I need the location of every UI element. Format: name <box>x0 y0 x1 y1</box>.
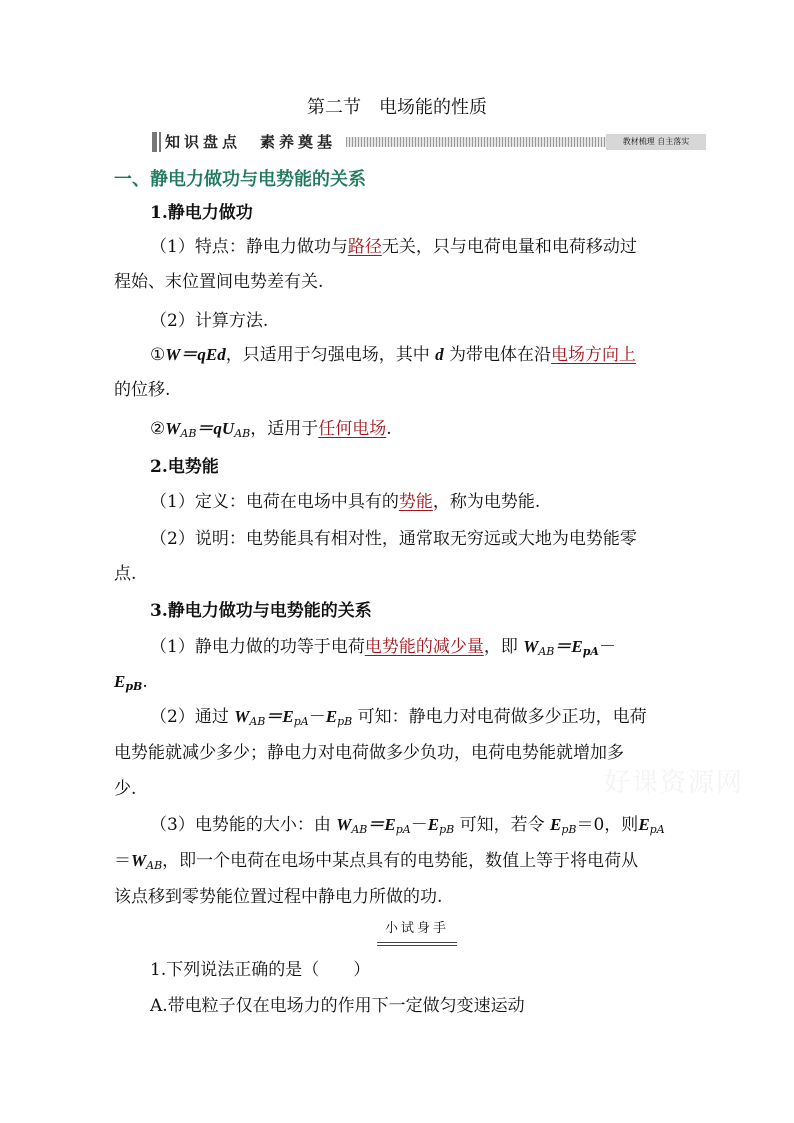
paragraph-8b: 电势能就减少多少；静电力对电荷做多少负功，电荷电势能就增加多 <box>114 743 624 763</box>
paragraph-1a: （1）特点：静电力做功与路径无关，只与电荷电量和电荷移动过 <box>150 237 637 257</box>
fill-blank-field-direction: 电场方向上 <box>551 345 637 365</box>
question-1: 1.下列说法正确的是（ ） <box>150 960 371 980</box>
paragraph-9c: 该点移到零势能位置过程中静电力所做的功. <box>114 887 443 907</box>
page-title: 第二节 电场能的性质 <box>307 97 487 118</box>
paragraph-3a: ①W＝qEd，只适用于匀强电场，其中 d 为带电体在沿电场方向上 <box>150 345 637 365</box>
paragraph-4: $②W_{AB}=qU_{AB}$，适用于任何电场. <box>150 419 392 440</box>
question-1-option-a: A.带电粒子仅在电场力的作用下一定做匀变速运动 <box>150 996 525 1016</box>
paragraph-7a: （1）静电力做的功等于电荷电势能的减少量，即 $W_{AB}=E_{pA}-$ <box>150 637 616 658</box>
banner-right-label: 教材梳理 自主落实 <box>606 134 706 150</box>
subsection-title-3: 3.静电力做功与电势能的关系 <box>150 601 372 621</box>
banner-bar <box>152 132 157 152</box>
fill-blank-potential-energy: 势能 <box>398 492 433 512</box>
fill-blank-path: 路径 <box>347 237 382 257</box>
watermark: 好课资源网 <box>604 768 745 798</box>
fill-blank-any-field: 任何电场 <box>318 419 387 439</box>
subsection-title-2: 2.电势能 <box>150 457 219 477</box>
banner-label: 知识盘点 素养奠基 <box>165 133 337 151</box>
paragraph-8a: （2）通过 $W_{AB}=E_{pA}-E_{pB}$ 可知：静电力对电荷做多少正功，电荷 <box>150 707 647 728</box>
paragraph-2: （2）计算方法. <box>150 311 269 331</box>
paragraph-5: （1）定义：电荷在电场中具有的势能，称为电势能. <box>150 492 541 512</box>
paragraph-9b: $=W_{AB}$，即一个电荷在电场中某点具有的电势能，数值上等于将电荷从 <box>114 851 639 872</box>
paragraph-9a: （3）电势能的大小：由 $W_{AB}=E_{pA}-E_{pB}$ 可知，若令 $E_{pB}=0$，则$E_{pA}$ <box>150 815 665 836</box>
banner-bar-thin <box>159 132 161 152</box>
practice-label: 小试身手 <box>377 920 457 938</box>
section-banner <box>152 132 706 152</box>
banner-stripe <box>346 137 606 147</box>
fill-blank-decrease: 电势能的减少量 <box>364 637 484 657</box>
paragraph-6a: （2）说明：电势能具有相对性，通常取无穷远或大地为电势能零 <box>150 529 637 549</box>
section-heading: 一、静电力做功与电势能的关系 <box>114 169 366 190</box>
subsection-title-1: 1.静电力做功 <box>150 203 253 223</box>
paragraph-3b: 的位移. <box>114 380 171 400</box>
paragraph-6b: 点. <box>114 564 137 584</box>
paragraph-1b: 程始、末位置间电势差有关. <box>114 272 324 292</box>
paragraph-7b: $E_{pB}$. <box>114 672 148 693</box>
paragraph-8c: 少. <box>114 779 137 799</box>
